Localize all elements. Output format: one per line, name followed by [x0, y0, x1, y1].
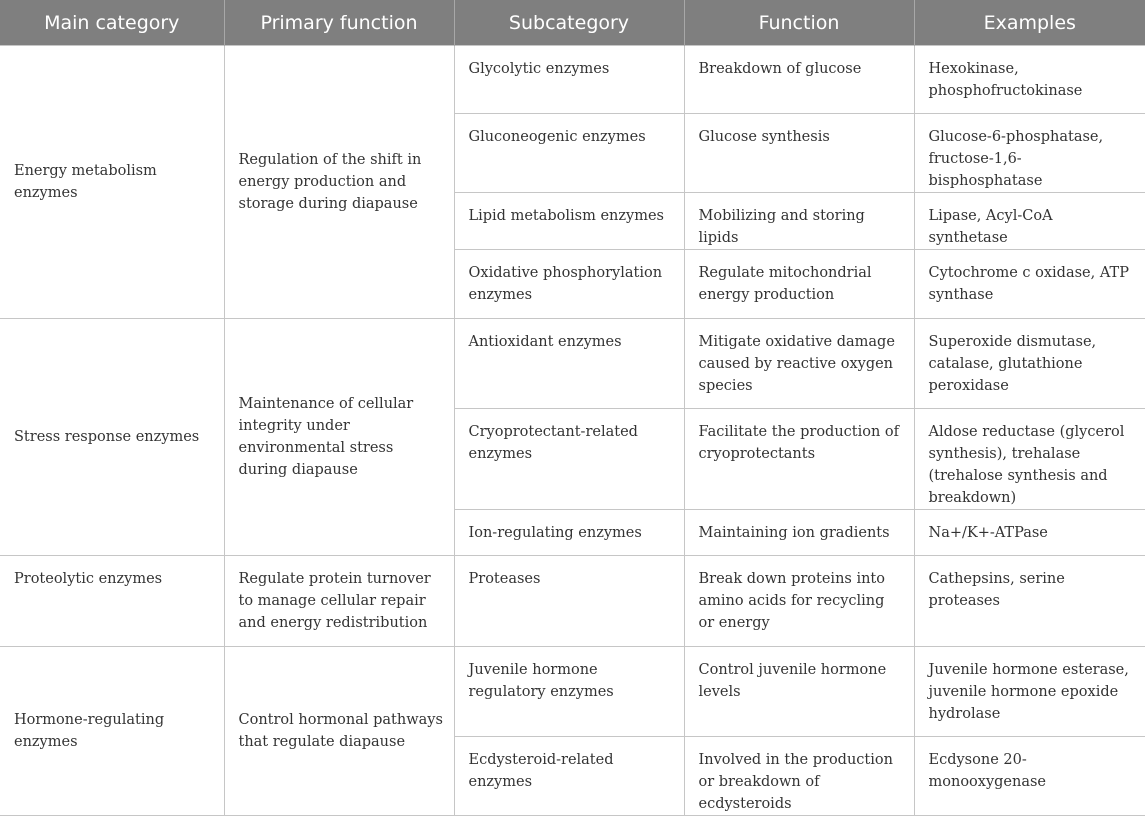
function-cell: Break down proteins into amino acids for recycling or energy — [684, 556, 914, 647]
primary-function-cell: Regulate protein turnover to manage cellular repair and energy redistribution — [224, 556, 454, 647]
examples-cell: Ecdysone 20-monooxygenase — [914, 737, 1145, 816]
main-category-cell: Proteolytic enzymes — [0, 556, 224, 647]
function-cell: Breakdown of glucose — [684, 46, 914, 114]
function-cell: Involved in the production or breakdown of ecdysteroids — [684, 737, 914, 816]
examples-cell: Superoxide dismutase, catalase, glutathione peroxidase — [914, 319, 1145, 409]
subcategory-cell: Gluconeogenic enzymes — [454, 114, 684, 193]
main-category-cell: Stress response enzymes — [0, 319, 224, 556]
subcategory-cell: Antioxidant enzymes — [454, 319, 684, 409]
examples-cell: Lipase, Acyl-CoA synthetase — [914, 193, 1145, 250]
examples-cell: Hexokinase, phosphofructokinase — [914, 46, 1145, 114]
subcategory-cell: Ecdysteroid-related enzymes — [454, 737, 684, 816]
function-cell: Mitigate oxidative damage caused by reactive oxygen species — [684, 319, 914, 409]
subcategory-cell: Lipid metabolism enzymes — [454, 193, 684, 250]
function-cell: Maintaining ion gradients — [684, 510, 914, 556]
table-row — [0, 647, 1145, 737]
primary-function-cell: Regulation of the shift in energy production and storage during diapause — [224, 46, 454, 319]
subcategory-cell: Juvenile hormone regulatory enzymes — [454, 647, 684, 737]
function-cell: Mobilizing and storing lipids — [684, 193, 914, 250]
subcategory-cell: Proteases — [454, 556, 684, 647]
subcategory-cell: Oxidative phosphorylation enzymes — [454, 250, 684, 319]
function-cell: Facilitate the production of cryoprotectants — [684, 409, 914, 510]
function-cell: Regulate mitochondrial energy production — [684, 250, 914, 319]
header-primary-function: Primary function — [224, 0, 454, 46]
table-row — [0, 46, 1145, 114]
examples-cell: Na+/K+-ATPase — [914, 510, 1145, 556]
table-row — [0, 556, 1145, 647]
function-cell: Glucose synthesis — [684, 114, 914, 193]
main-category-cell: Hormone-regulating enzymes — [0, 647, 224, 816]
function-cell: Control juvenile hormone levels — [684, 647, 914, 737]
examples-cell: Glucose-6-phosphatase, fructose-1,6-bisphosphatase — [914, 114, 1145, 193]
header-subcategory: Subcategory — [454, 0, 684, 46]
header-main-category: Main category — [0, 0, 224, 46]
header-function: Function — [684, 0, 914, 46]
header-examples: Examples — [914, 0, 1145, 46]
header-row — [0, 0, 1145, 46]
examples-cell: Juvenile hormone esterase, juvenile hormone epoxide hydrolase — [914, 647, 1145, 737]
table-row — [0, 319, 1145, 409]
subcategory-cell: Cryoprotectant-related enzymes — [454, 409, 684, 510]
main-category-cell: Energy metabolism enzymes — [0, 46, 224, 319]
primary-function-cell: Maintenance of cellular integrity under environmental stress during diapause — [224, 319, 454, 556]
subcategory-cell: Ion-regulating enzymes — [454, 510, 684, 556]
examples-cell: Cathepsins, serine proteases — [914, 556, 1145, 647]
examples-cell: Cytochrome c oxidase, ATP synthase — [914, 250, 1145, 319]
examples-cell: Aldose reductase (glycerol synthesis), trehalase (trehalose synthesis and breakdown) — [914, 409, 1145, 510]
subcategory-cell: Glycolytic enzymes — [454, 46, 684, 114]
primary-function-cell: Control hormonal pathways that regulate diapause — [224, 647, 454, 816]
